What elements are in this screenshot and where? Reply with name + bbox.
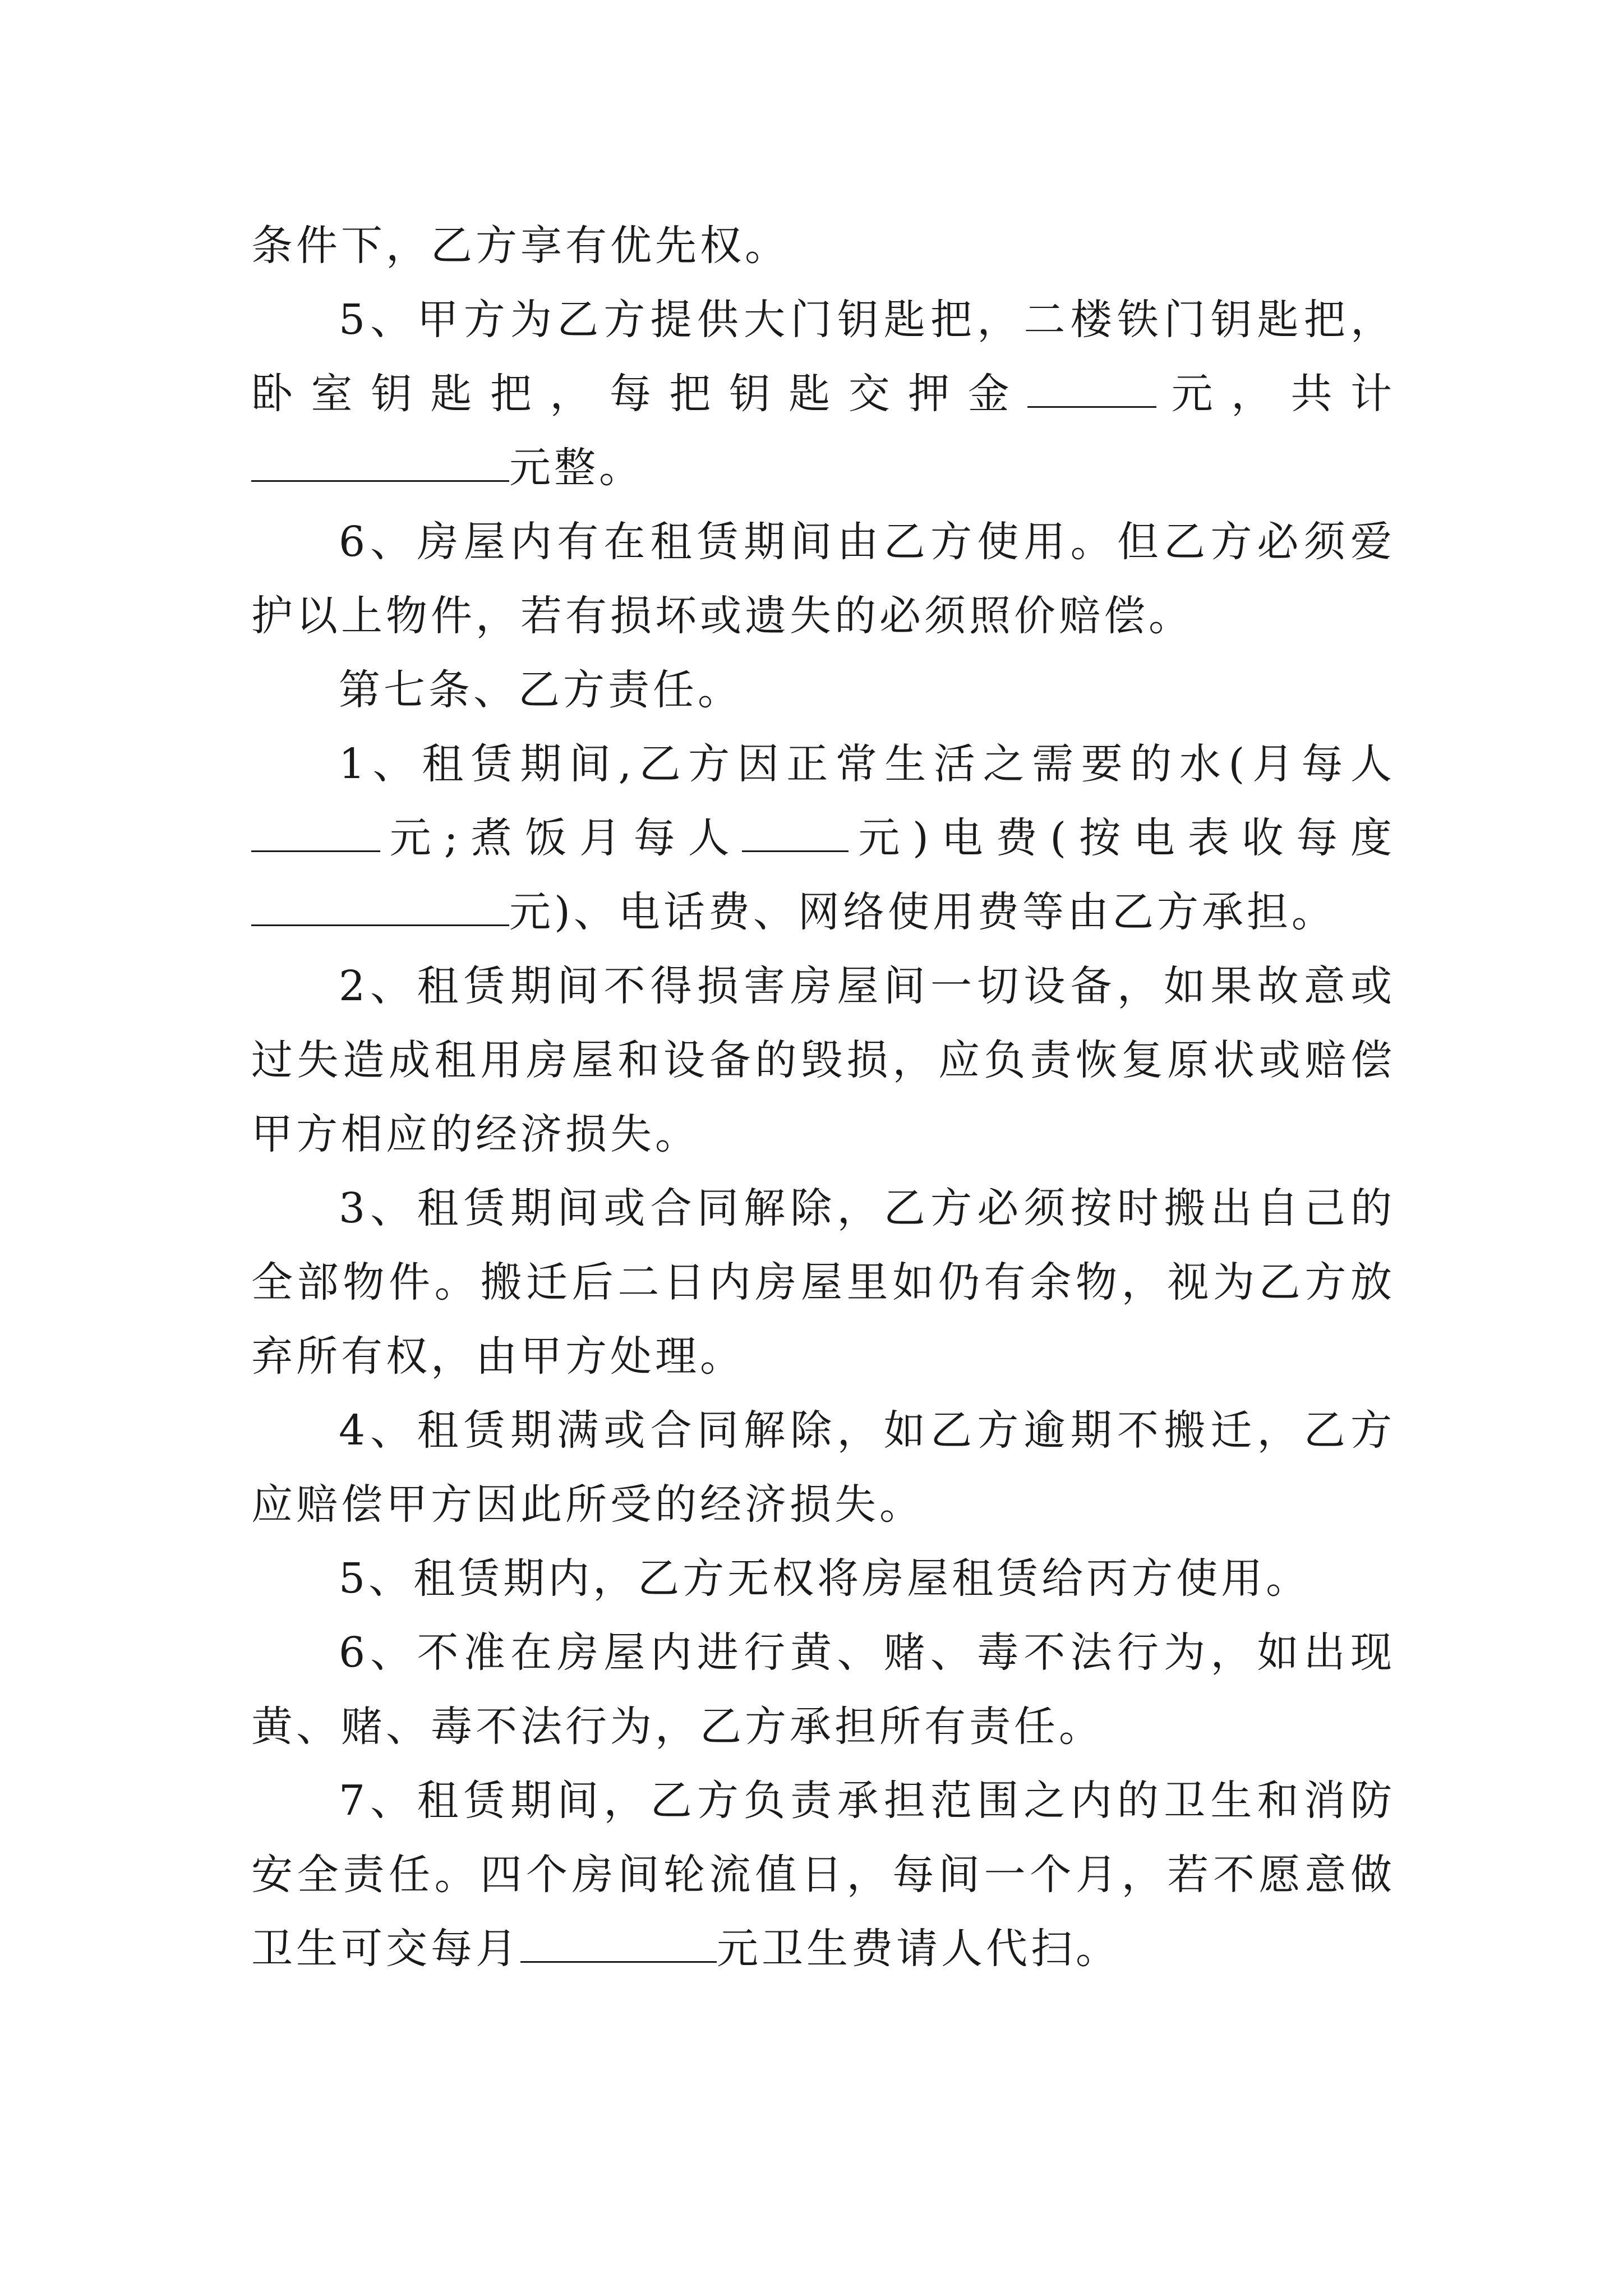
- paragraph-clause-items: [251, 505, 1395, 653]
- paragraph-clause-overdue: [251, 1393, 1395, 1542]
- paragraph-text: 元)、电话费、网络使用费等由乙方承担。: [509, 888, 1336, 936]
- paragraph-text: 3、租赁期间或合同解除，乙方必须按时搬出自己的全部物件。搬迁后二日内房屋里如仍有余物，视为乙方放弃所有权，由甲方处理。: [251, 1184, 1395, 1381]
- paragraph-text: 元;煮饭月每人: [380, 814, 743, 862]
- paragraph-text: 6、房屋内有在租赁期间由乙方使用。但乙方必须爱护以上物件，若有损坏或遗失的必须照价赔偿。: [251, 518, 1395, 640]
- paragraph-clause-continuation: [251, 209, 1395, 283]
- blank-field-deposit-per-key: [1027, 372, 1156, 408]
- blank-field-deposit-total: [251, 447, 509, 482]
- blank-field-cooking-per-person: [742, 817, 849, 852]
- paragraph-text: 2、租赁期间不得损害房屋间一切设备，如果故意或过失造成租用房屋和设备的毁损，应负责恢复原状或赔偿甲方相应的经济损失。: [251, 962, 1395, 1158]
- paragraph-text: 元卫生费请人代扫。: [717, 1925, 1121, 1973]
- paragraph-text: 元，共计: [1156, 370, 1396, 418]
- paragraph-text: 条件下，乙方享有优先权。: [251, 222, 790, 270]
- paragraph-text: 5、甲方为乙方提供大门钥匙把，二楼铁门钥匙把，卧室钥匙把，每把钥匙交押金: [251, 296, 1395, 418]
- paragraph-text: 1、租赁期间,乙方因正常生活之需要的水(月每人: [339, 740, 1395, 788]
- paragraph-clause-sublease: [251, 1542, 1395, 1616]
- paragraph-text: 5、租赁期内，乙方无权将房屋租赁给丙方使用。: [339, 1554, 1311, 1603]
- blank-field-hygiene-fee: [520, 1927, 717, 1963]
- section-heading-text: 第七条、乙方责任。: [339, 666, 743, 714]
- section-heading-article-seven: [251, 653, 1395, 727]
- paragraph-clause-move-out: [251, 1171, 1395, 1393]
- paragraph-clause-equipment: [251, 949, 1395, 1171]
- blank-field-water-per-person: [251, 817, 380, 852]
- blank-field-electricity-per-unit: [251, 891, 509, 926]
- paragraph-text: 6、不准在房屋内进行黄、赌、毒不法行为，如出现黄、赌、毒不法行为，乙方承担所有责任。: [251, 1628, 1395, 1751]
- paragraph-text: 7、租赁期间，乙方负责承担范围之内的卫生和消防安全责任。四个房间轮流值日，每间一个月，若不愿意做卫生可交每月: [251, 1777, 1395, 1973]
- paragraph-clause-illegal-acts: [251, 1616, 1395, 1764]
- paragraph-text: 4、租赁期满或合同解除，如乙方逾期不搬迁，乙方应赔偿甲方因此所受的经济损失。: [251, 1406, 1395, 1529]
- paragraph-clause-hygiene: [251, 1764, 1395, 1986]
- document-page: [251, 209, 1395, 1986]
- paragraph-text: 元整。: [509, 444, 644, 492]
- paragraph-text: 元)电费(按电表收每度: [849, 814, 1395, 862]
- paragraph-clause-keys: [251, 283, 1395, 505]
- paragraph-clause-utilities: [251, 727, 1395, 949]
